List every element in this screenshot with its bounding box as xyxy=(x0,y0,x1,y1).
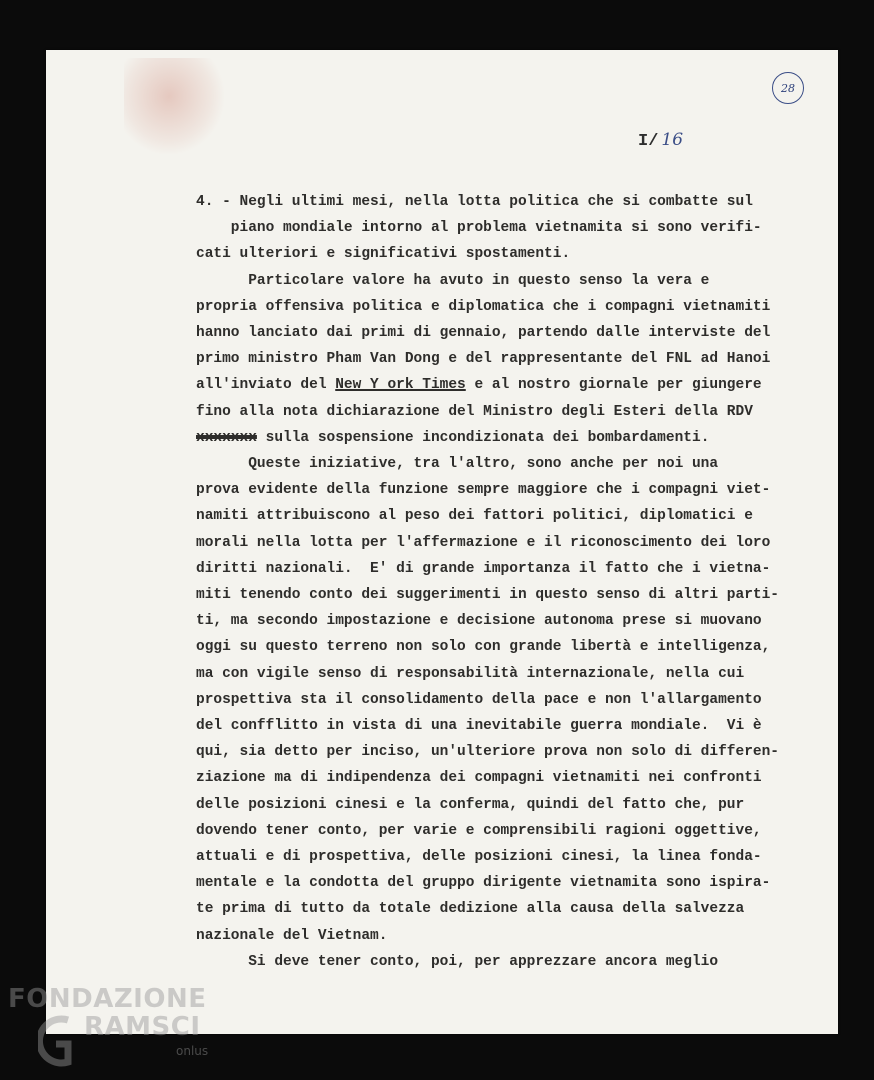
text-line xyxy=(196,506,753,526)
text-line xyxy=(196,323,770,343)
text-line xyxy=(196,559,770,579)
line-text: mentale e la condotta del gruppo dirigente vietnamita sono ispira- xyxy=(196,875,771,892)
line-text: oggi su questo terreno non solo con grande libertà e intelligenza, xyxy=(196,639,771,656)
text-line xyxy=(196,664,744,684)
struck-out-word: xxxxxxx xyxy=(196,429,257,446)
paper-stain xyxy=(124,58,224,154)
line-text: prova evidente della funzione sempre maggiore che i compagni viet- xyxy=(196,482,771,499)
line-text: cati ulteriori e significativi spostamenti. xyxy=(196,246,571,263)
line-text: namiti attribuiscono al peso dei fattori politici, diplomatici e xyxy=(196,508,753,525)
line-text: 4. - Negli ultimi mesi, nella lotta politica che si combatte sul xyxy=(196,194,753,210)
line-text: diritti nazionali. E' di grande importanza il fatto che i vietna- xyxy=(196,560,771,577)
text-line xyxy=(196,952,718,972)
line-text: qui, sia detto per inciso, un'ulteriore prova non solo di differen- xyxy=(196,744,779,761)
page-number-circle xyxy=(772,72,804,104)
text-line xyxy=(196,533,770,553)
watermark-line1: FONDAZIONE xyxy=(8,984,207,1014)
line-text: dovendo tener conto, per varie e comprensibili ragioni oggettive, xyxy=(196,822,762,839)
text-line xyxy=(196,611,762,631)
line-text: sulla sospensione incondizionata dei bombardamenti. xyxy=(256,429,710,446)
text-line xyxy=(196,873,770,893)
text-line xyxy=(196,297,770,317)
line-text: Particolare valore ha avuto in questo senso la vera e xyxy=(196,272,710,289)
underlined-title: New Y ork Times xyxy=(335,377,466,394)
line-text: miti tenendo conto dei suggerimenti in questo senso di altri parti- xyxy=(196,587,779,603)
line-text: hanno lanciato dai primi di gennaio, partendo dalle interviste del xyxy=(196,325,771,341)
line-text: morali nella lotta per l'affermazione e il riconoscimento dei loro xyxy=(196,534,771,551)
text-line xyxy=(196,192,753,212)
line-text: ti, ma secondo impostazione e decisione autonoma prese si muovano xyxy=(196,613,762,630)
watermark-line3: onlus xyxy=(176,1044,209,1058)
line-text: propria offensiva politica e diplomatica che i compagni vietnamiti xyxy=(196,298,771,315)
text-line xyxy=(196,375,762,395)
text-line xyxy=(196,768,762,788)
line-text: ma con vigile senso di responsabilità internazionale, nella cui xyxy=(196,665,745,682)
text-line xyxy=(196,690,762,710)
watermark-line2: RAMSCI xyxy=(84,1012,201,1042)
text-line xyxy=(196,847,762,867)
text-line xyxy=(196,821,762,841)
line-text: piano mondiale intorno al problema vietnamita si sono verifi- xyxy=(196,220,762,237)
watermark xyxy=(4,984,234,1080)
line-text: primo ministro Pham Van Dong e del rappresentante del FNL ad Hanoi xyxy=(196,351,771,368)
line-text: Si deve tener conto, poi, per apprezzare ancora meglio xyxy=(196,953,719,970)
line-text: all'inviato del xyxy=(196,377,336,394)
line-text: e al nostro giornale per giungere xyxy=(465,377,762,394)
line-text: delle posizioni cinesi e la conferma, quindi del fatto che, pur xyxy=(196,796,745,813)
text-line xyxy=(196,349,770,369)
line-text: te prima di tutto da totale dedizione alla causa della salvezza xyxy=(196,901,745,918)
line-text: nazionale del Vietnam. xyxy=(196,927,388,944)
text-line xyxy=(196,716,762,736)
text-line xyxy=(196,271,709,291)
text-line xyxy=(196,402,753,422)
line-text: Queste iniziative, tra l'altro, sono anche per noi una xyxy=(196,456,719,472)
text-line xyxy=(196,585,779,605)
text-line xyxy=(196,428,709,448)
text-line xyxy=(196,742,779,762)
fondazione-logo-icon xyxy=(38,1010,82,1070)
text-line xyxy=(196,244,570,264)
line-text: del confflitto in vista di una inevitabile guerra mondiale. Vi è xyxy=(196,718,762,734)
line-text: ziazione ma di indipendenza dei compagni vietnamiti nei confronti xyxy=(196,770,762,787)
document-page xyxy=(46,50,838,1034)
page-index xyxy=(638,130,683,151)
text-line xyxy=(196,926,387,946)
line-text: fino alla nota dichiarazione del Ministro degli Esteri della RDV xyxy=(196,403,753,420)
text-line xyxy=(196,637,770,657)
line-text: prospettiva sta il consolidamento della pace e non l'allargamento xyxy=(196,691,762,708)
text-line xyxy=(196,218,762,238)
line-text: attuali e di prospettiva, delle posizioni cinesi, la linea fonda- xyxy=(196,849,762,865)
text-line xyxy=(196,454,718,474)
page-index-handwritten: 16 xyxy=(661,130,684,150)
page-index-typed: I/ xyxy=(638,132,659,151)
text-line xyxy=(196,480,770,500)
text-line xyxy=(196,795,744,815)
page-number-label: 28 xyxy=(781,81,795,95)
text-line xyxy=(196,899,744,919)
